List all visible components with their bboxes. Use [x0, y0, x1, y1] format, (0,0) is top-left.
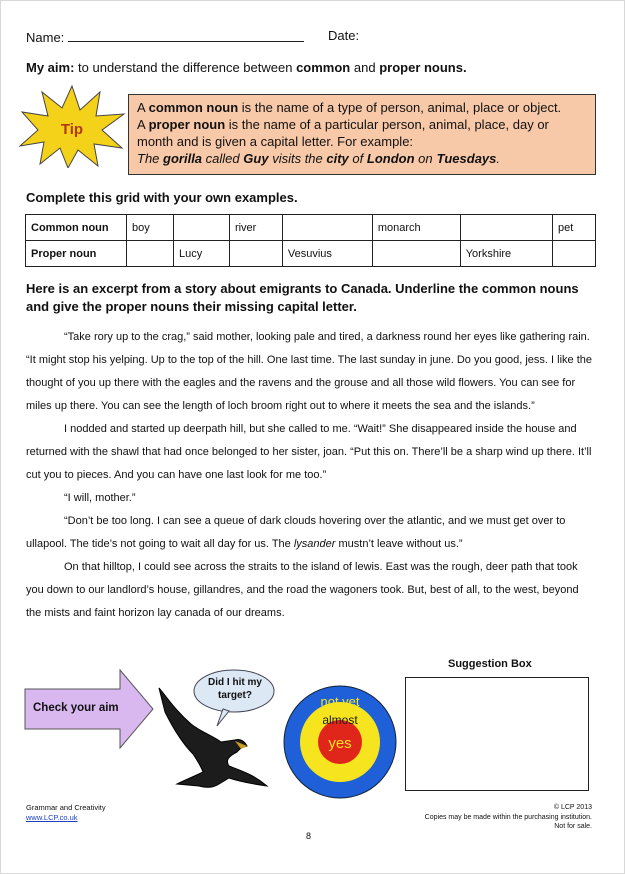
tip-star-icon: [18, 84, 126, 168]
target-label-middle: almost: [322, 713, 358, 727]
grid-cell[interactable]: pet: [552, 215, 595, 241]
excerpt-text: “Don’t be too long. I can see a queue of dark clouds hovering over the atlantic, and we must get over to ullapool. The tide’s not going to wait all day for us. The: [26, 515, 566, 550]
speech-bubble-text: Did I hit my target?: [208, 677, 262, 701]
footer-right: [425, 803, 592, 832]
tip-line-common: [137, 99, 587, 116]
story-excerpt: [26, 326, 596, 625]
footer-not-for-sale: Not for sale.: [554, 823, 592, 830]
tip-example-word: visits the: [272, 151, 323, 166]
eagle-icon: [155, 686, 273, 790]
grid-cell[interactable]: Lucy: [173, 241, 229, 267]
target-icon: [283, 685, 397, 799]
aim-term-proper: proper nouns.: [379, 60, 467, 75]
excerpt-paragraph: [26, 510, 596, 556]
noun-grid-table: [25, 214, 596, 267]
grid-row-header: Common noun: [26, 215, 127, 241]
grid-cell[interactable]: [127, 241, 174, 267]
grid-cell[interactable]: [229, 241, 282, 267]
aim-statement: [26, 60, 467, 75]
tip-definition-box: [128, 94, 596, 175]
tip-example-word: called: [205, 151, 240, 166]
name-label: Name:: [26, 30, 65, 45]
grid-cell[interactable]: [173, 215, 229, 241]
footer-website-link[interactable]: www.LCP.co.uk: [26, 813, 78, 822]
footer-book-title: Grammar and Creativity: [26, 803, 106, 812]
footer-copy-note: Copies may be made within the purchasing institution.: [424, 813, 592, 821]
excerpt-paragraph: On that hilltop, I could see across the straits to the island of lewis. East was the rough, deer path that took you down to our landlord’s house, gillandres, and the road the wagoners took. But, best of all, to the west, beyond the mists and faint horizon lay canada of our dreams.: [26, 561, 579, 619]
tip-text: A: [137, 100, 145, 115]
grid-row-header: Proper noun: [26, 241, 127, 267]
target-label-outer: not yet: [320, 694, 360, 709]
table-row: [26, 241, 596, 267]
tip-example-word: London: [366, 151, 415, 166]
excerpt-paragraph: “Take rory up to the crag,” said mother, looking pale and tired, a darkness round her eyes like gathering rain. “It might stop his yelping. Up to the top of the hill. One last time. The last sunday in june. Do you good, jess. I like the thought of you up there with the eagles and the ravens and the grouse and all those wild flowers. You can see for miles up there. You can see the length of loch broom right out to where it meets the sea and the islands.”: [26, 331, 592, 412]
tip-text: is the name of a particular person, animal, place, day or month and is given a capital letter. For example:: [137, 117, 549, 149]
check-aim-label: Check your aim: [33, 702, 119, 714]
tip-term-common-noun: common noun: [148, 100, 239, 115]
tip-example-word: city: [326, 151, 349, 166]
suggestion-box-title: Suggestion Box: [448, 658, 532, 670]
tip-example-word: The: [137, 151, 160, 166]
grid-cell[interactable]: monarch: [372, 215, 460, 241]
tip-example-word: gorilla: [163, 151, 203, 166]
name-field-row: [26, 28, 304, 45]
tip-example-word: of: [352, 151, 364, 166]
grid-cell[interactable]: Vesuvius: [282, 241, 372, 267]
footer-left: [26, 803, 106, 823]
table-row: [26, 215, 596, 241]
grid-cell[interactable]: boy: [127, 215, 174, 241]
grid-cell[interactable]: [282, 215, 372, 241]
grid-cell[interactable]: [460, 215, 552, 241]
tip-example-word: .: [496, 151, 501, 166]
target-label-inner: yes: [328, 735, 352, 752]
aim-term-common: common: [296, 60, 351, 75]
excerpt-ship-name: lysander: [293, 538, 336, 550]
date-label: Date:: [328, 28, 360, 43]
aim-and: and: [353, 60, 376, 75]
tip-star-label: Tip: [60, 121, 84, 138]
excerpt-text: mustn’t leave without us.”: [338, 538, 463, 550]
tip-term-proper-noun: proper noun: [148, 117, 226, 132]
excerpt-instructions: Here is an excerpt from a story about emigrants to Canada. Underline the common nouns and give the proper nouns their missing capital letter.: [26, 281, 579, 314]
suggestion-box[interactable]: [405, 677, 589, 791]
grid-cell[interactable]: [552, 241, 595, 267]
grid-cell[interactable]: Yorkshire: [460, 241, 552, 267]
tip-text: A: [137, 117, 145, 132]
date-field-row: [328, 28, 359, 43]
footer-copyright: © LCP 2013: [553, 804, 592, 811]
excerpt-paragraph: “I will, mother.”: [64, 492, 136, 504]
grid-cell[interactable]: [372, 241, 460, 267]
tip-example-word: on: [418, 151, 433, 166]
tip-example-word: Tuesdays: [436, 151, 497, 166]
tip-line-proper: [137, 116, 587, 150]
tip-example: [137, 150, 587, 167]
tip-example-word: Guy: [243, 151, 269, 166]
page-number: 8: [306, 831, 312, 841]
tip-text: is the name of a type of person, animal, place or object.: [241, 100, 562, 115]
name-blank-line[interactable]: [68, 28, 304, 42]
grid-title: Complete this grid with your own examples.: [26, 190, 298, 205]
excerpt-paragraph: I nodded and started up deerpath hill, but she called to me. “Wait!” She disappeared inside the house and returned with the shawl that had once belonged to her sister, joan. “Put this on. There’ll be a sharp wind up there. It’ll cut you to pieces. And you can have one last look for me too.”: [26, 423, 592, 481]
aim-text: to understand the difference between: [78, 60, 293, 75]
aim-label: My aim:: [26, 60, 75, 75]
grid-cell[interactable]: river: [229, 215, 282, 241]
